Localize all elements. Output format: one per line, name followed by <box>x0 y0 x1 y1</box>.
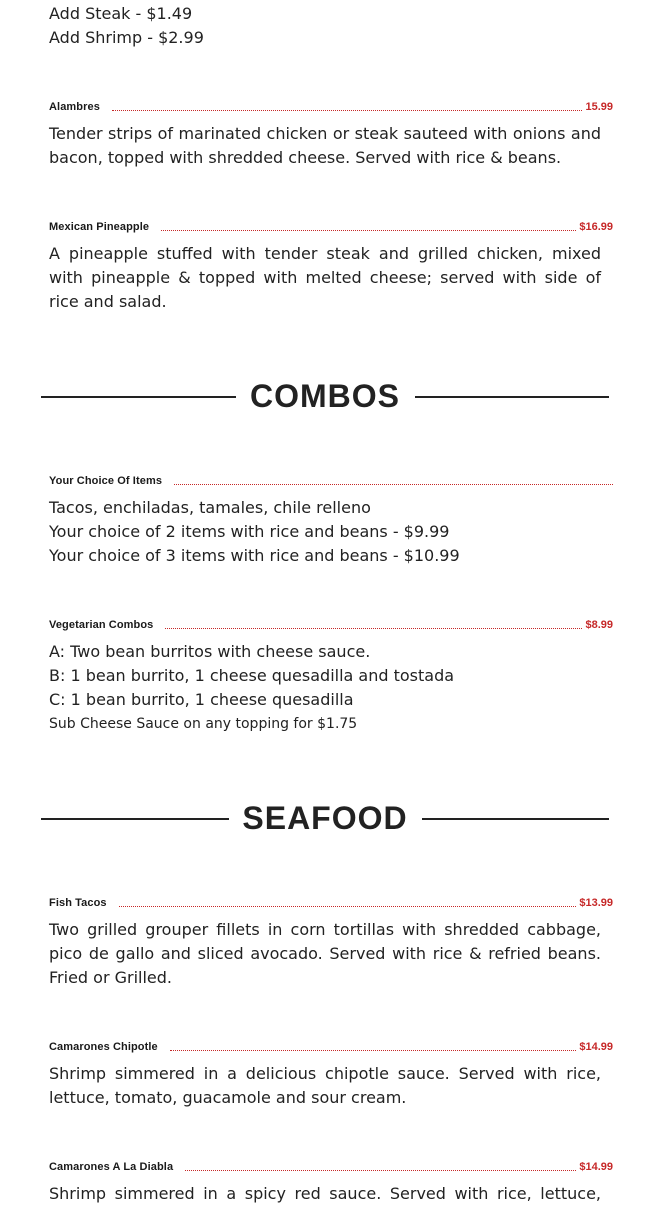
item-name: Mexican Pineapple <box>49 221 150 233</box>
item-price: $14.99 <box>579 1161 613 1173</box>
item-name: Fish Tacos <box>49 897 107 909</box>
item-description: A pineapple stuffed with tender steak and grilled chicken, mixed with pineapple & topped with melted cheese; served with side of rice and salad. <box>49 244 601 311</box>
item-line: A: Two bean burritos with cheese sauce. <box>49 642 371 661</box>
item-line: B: 1 bean burrito, 1 cheese quesadilla and tostada <box>49 666 455 685</box>
section-seafood <box>41 798 609 838</box>
dot-leader <box>170 1049 577 1051</box>
dot-leader <box>165 627 582 629</box>
item-name: Vegetarian Combos <box>49 619 154 631</box>
item-price: $16.99 <box>579 221 613 233</box>
item-name: Alambres <box>49 101 100 113</box>
item-price: $13.99 <box>579 897 613 909</box>
item-line: C: 1 bean burrito, 1 cheese quesadilla <box>49 690 354 709</box>
addon-steak: Add Steak - $1.49 <box>49 4 193 23</box>
item-name: Your Choice Of Items <box>49 475 163 487</box>
dot-leader <box>185 1169 576 1171</box>
dot-leader <box>161 229 576 231</box>
menu-item-mexican-pineapple <box>49 219 613 233</box>
item-price: 15.99 <box>585 101 613 113</box>
dot-leader <box>174 483 613 485</box>
item-line: Your choice of 2 items with rice and beans - $9.99 <box>49 522 450 541</box>
menu-item-camarones-chipotle <box>49 1039 613 1053</box>
item-price: $14.99 <box>579 1041 613 1053</box>
item-description: Shrimp simmered in a delicious chipotle sauce. Served with rice, lettuce, tomato, guacamole and sour cream. <box>49 1064 601 1107</box>
item-line: Your choice of 3 items with rice and beans - $10.99 <box>49 546 460 565</box>
item-line: Tacos, enchiladas, tamales, chile relleno <box>49 498 371 517</box>
item-price: $8.99 <box>585 619 613 631</box>
item-note: Sub Cheese Sauce on any topping for $1.75 <box>49 716 358 732</box>
section-title: SEAFOOD <box>242 800 408 836</box>
addon-shrimp: Add Shrimp - $2.99 <box>49 28 204 47</box>
dot-leader <box>112 109 583 111</box>
item-name: Camarones A La Diabla <box>49 1161 174 1173</box>
item-description: Shrimp simmered in a spicy red sauce. Served with rice, lettuce, <box>49 1184 601 1203</box>
dot-leader <box>119 905 577 907</box>
menu-item-fish-tacos <box>49 895 613 909</box>
item-description: Two grilled grouper fillets in corn tortillas with shredded cabbage, pico de gallo and sliced avocado. Served with rice & refried beans. Fried or Grilled. <box>49 920 601 987</box>
menu-item-alambres <box>49 99 613 113</box>
item-description: Tender strips of marinated chicken or steak sauteed with onions and bacon, topped with shredded cheese. Served with rice & beans. <box>49 124 601 167</box>
menu-item-vegetarian-combos <box>49 617 613 631</box>
menu-item-camarones-a-la-diabla <box>49 1159 613 1173</box>
menu-item-your-choice <box>49 473 613 487</box>
section-title: COMBOS <box>250 378 400 414</box>
item-name: Camarones Chipotle <box>49 1041 158 1053</box>
section-combos <box>41 376 609 416</box>
